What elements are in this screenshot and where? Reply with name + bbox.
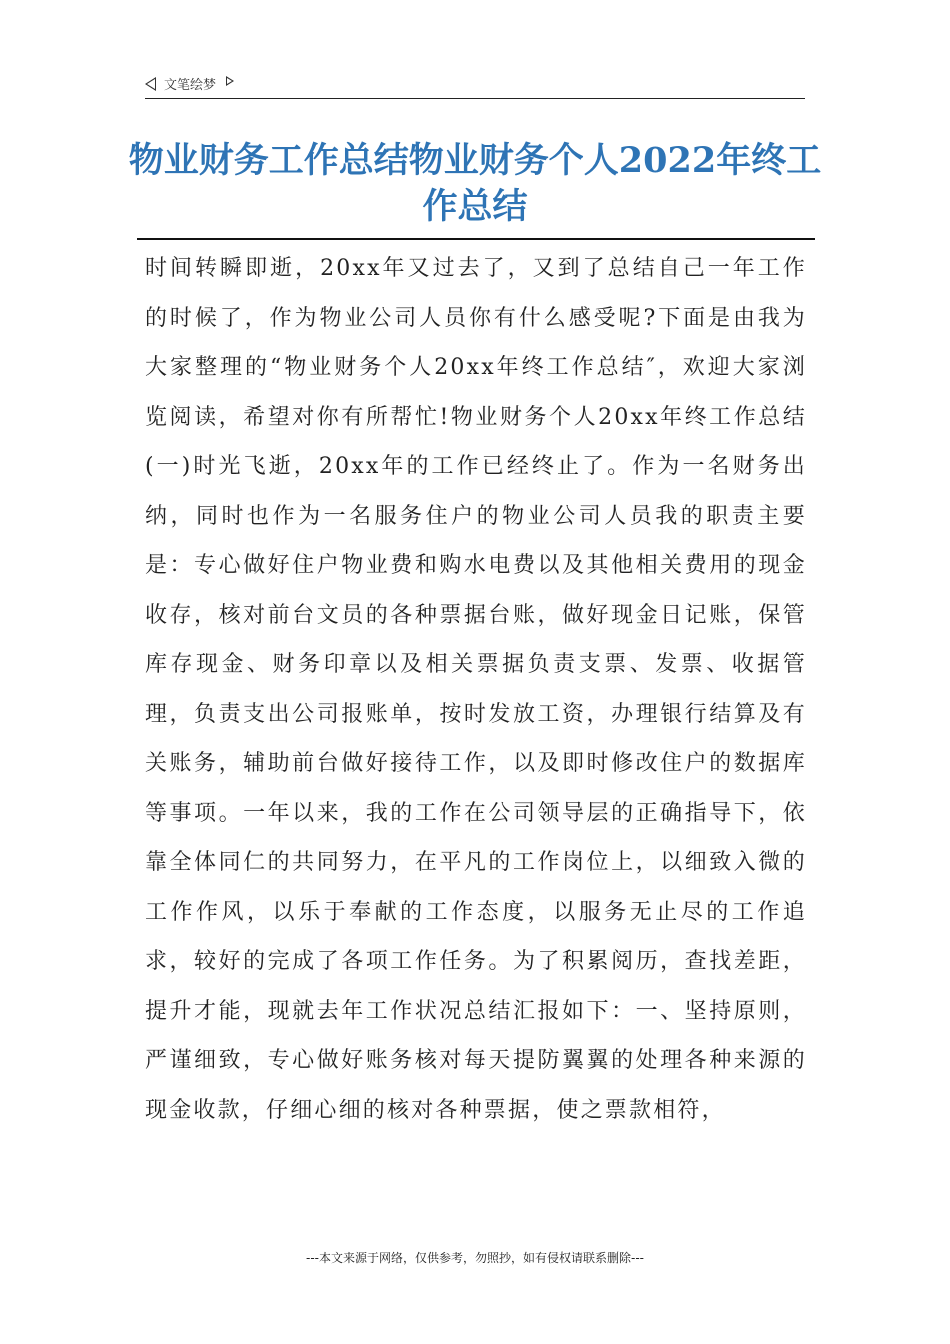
document-title: 物业财务工作总结物业财务个人2022年终工作总结 (128, 140, 822, 227)
brand (145, 74, 234, 93)
document-body: 时间转瞬即逝，20xx年又过去了，又到了总结自己一年工作的时候了，作为物业公司人员你有什么感受呢?下面是由我为大家整理的“物业财务个人20xx年终工作总结″，欢迎大家浏览阅读，希望对你有所帮忙!物业财务个人20xx年终工作总结(一)时光飞逝，20xx年的工作已经终止了。作为一名财务出纳，同时也作为一名服务住户的物业公司人员我的职责主要是：专心做好住户物业费和购水电费以及其他相关费用的现金收存，核对前台文员的各种票据台账，做好现金日记账，保管库存现金、财务印章以及相关票据负责支票、发票、收据管理，负责支出公司报账单，按时发放工资，办理银行结算及有关账务，辅助前台做好接待工作，以及即时修改住户的数据库等事项。一年以来，我的工作在公司领导层的正确指导下，依靠全体同仁的共同努力，在平凡的工作岗位上，以细致入微的工作作风，以乐于奉献的工作态度，以服务无止尽的工作追求，较好的完成了各项工作任务。为了积累阅历，查找差距，提升才能，现就去年工作状况总结汇报如下：一、坚持原则，严谨细致，专心做好账务核对每天提防翼翼的处理各种来源的现金收款，仔细心细的核对各种票据，使之票款相符， (145, 256, 807, 1123)
brand-text: 文笔绘梦 (164, 78, 217, 93)
triangle-left-outline-icon (145, 77, 156, 91)
title-divider (137, 238, 815, 240)
triangle-right-outline-icon (226, 76, 234, 86)
footer-notice: ---本文来源于网络，仅供参考，勿照抄，如有侵权请联系删除--- (306, 1251, 644, 1265)
page-header (145, 72, 805, 99)
